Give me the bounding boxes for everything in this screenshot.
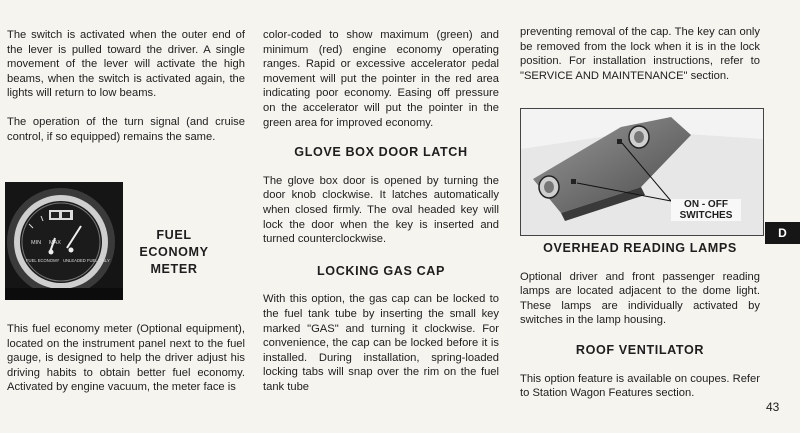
high-beam-paragraph: The switch is activated when the outer end of the lever is pulled toward the driver. A single movement of the lever will activate the high beams, when the switch is activated again, the lights will return to low beams. — [7, 29, 245, 100]
gas-cap-paragraph: With this option, the gas cap can be locked to the fuel tank tube by inserting the small key marked "GAS" and turning it clockwise. For convenience, the cap can be locked before it is installed. During installation, spring-loaded locking tabs will snap over the rim on the fuel tank tube — [263, 293, 499, 393]
page-number: 43 — [766, 400, 780, 414]
gas-cap-heading: LOCKING GAS CAP — [317, 263, 445, 278]
column-3 — [520, 25, 760, 83]
roof-ventilator-heading: ROOF VENTILATOR — [575, 342, 705, 357]
roof-ventilator-paragraph: This option feature is available on coupes. Refer to Station Wagon Features section. — [520, 372, 760, 400]
gauge-left-label: FUEL ECONOMY — [26, 258, 60, 263]
glove-box-paragraph: The glove box door is opened by turning the door knob clockwise. It latches automatically when closed firmly. The oval headed key will lock the door when the key is inserted and turned counterclockwise. — [263, 174, 499, 246]
reading-lamps-heading: OVERHEAD READING LAMPS — [543, 241, 737, 255]
section-tab: D — [765, 222, 800, 244]
fuel-heading-line-1: FUEL — [156, 228, 192, 242]
meter-color-paragraph: color-coded to show maximum (green) and minimum (red) engine economy operating ranges. Rapid or excessive accelerator pedal movement will put the pointer in the red area indicating poor economy. Easing off pressure on the accelerator will put the pointer in the green area for improved economy. — [263, 29, 499, 129]
turn-signal-paragraph: The operation of the turn signal (and cruise control, if so equipped) remains the same. — [7, 115, 245, 143]
fuel-meter-photo — [5, 182, 123, 300]
gas-cap-continued-paragraph: preventing removal of the cap. The key can only be removed from the lock when it is in the lock position. For installation instructions, refer to "SERVICE AND MAINTENANCE" section. — [520, 26, 760, 82]
reading-lamps-photo — [520, 108, 764, 236]
fuel-meter-paragraph: This fuel economy meter (Optional equipment), located on the instrument panel next to the fuel gauge, is designed to help the driver adjust his driving habits to obtain better fuel economy. Activated by engine vacuum, the meter face is — [7, 323, 245, 394]
reading-lamps-paragraph: Optional driver and front passenger reading lamps are located adjacent to the dome light. These lamps are individually activated by switches in the lamp housing. — [520, 270, 760, 327]
fuel-heading-line-3: METER — [150, 262, 198, 276]
column-1 — [7, 28, 245, 144]
fuel-economy-heading — [126, 227, 222, 278]
label-line-1: ON - OFF — [684, 199, 728, 210]
label-line-2: SWITCHES — [679, 210, 733, 221]
column-1-bottom — [7, 322, 245, 395]
gauge-min-label: MIN — [31, 240, 42, 246]
gauge-right-label: UNLEADED FUEL ONLY — [63, 258, 110, 263]
gauge-max-label: MAX — [49, 240, 61, 246]
column-3-bottom — [520, 241, 760, 401]
glove-box-heading: GLOVE BOX DOOR LATCH — [294, 145, 468, 160]
fuel-heading-line-2: ECONOMY — [139, 245, 209, 259]
column-2 — [263, 28, 499, 394]
on-off-switches-label — [671, 199, 741, 221]
